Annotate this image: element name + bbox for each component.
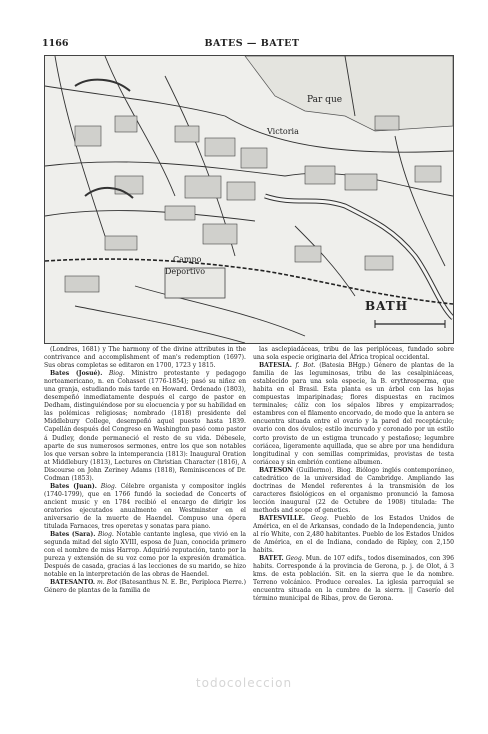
entry-paragraph: [253, 362, 454, 467]
city-map: [44, 55, 454, 344]
entry-paragraph: [253, 515, 454, 555]
entry-paragraph: [253, 555, 454, 603]
entry-label: Biog.: [108, 370, 125, 378]
entry-paragraph: [253, 467, 454, 515]
right-column: [253, 346, 454, 604]
map-label-bath: BATH: [365, 299, 409, 313]
entry-text: Ministro protestante y pedagogo norteamericano, n. en Cohasset (1776-1854); pasó su niñez en una granja, estudiando más tarde en Howard. Ordenado (1803), desempeñó inmediatamente después el cargo de pastor en Dedham, distinguiéndose por su elocuencia y por su habilidad en las polémicas religiosas; nombrado (1818) presidente del Middlebury College, desempeñó aquel puesto hasta 1839. Capellán después del Congreso en Washington pasó como pastor á Dudley, donde permaneció el resto de su vida. Débesele, aparte de sus numerosos sermones, entre los que son notables los que versan sobre la intemperancia (1813): Inaugural Oration at Middlebury (1813), Lectures on Christian Character (1816), A Discourse on John Zeriney Adams (1818), Reminiscences of Dr. Codman (1853).: [44, 370, 247, 482]
entry-headword: BATET.: [259, 555, 284, 563]
entry-text: (Batesanthus N. E. Br., Periploca Pierre.) Género de plantas de la familia de: [44, 579, 246, 595]
entry-headword: BATESIA.: [259, 362, 292, 370]
page-header: [42, 38, 462, 52]
entry-text: (Batesia BHgp.) Género de plantas de la familia de las leguminosas, tribu de las cesalpiniáceas, establecido para una sola especie, la B. erythrosperma, que habita en el Brasil. Esta planta es un árbol con las hojas compuestas imparipinadas; flores dispuestas en racimos terminales; cáliz con los sépalos libres y empizarrados; estambres con el filamento encorvado, de modo que la antera se encuentra situada entre el ovario y la pared del receptáculo; ovario con dos óvulos; estilo incurvado y coronado por un estilo corto provisto de un estigma truncado y pestañoso; legumbre coriácea, ligeramente aquillada, que se abre por una hendidura longitudinal y con semillas comprimidas, provistas de testa coriácea y sin embrión contiene albumen.: [253, 362, 454, 466]
map-label-campo: Campo: [173, 255, 202, 264]
entry-paragraph: [44, 346, 246, 370]
entry-label: Biog.: [100, 482, 117, 490]
entry-text: Pueblo de los Estados Unidos de América, en el de Arkansas, condado de la Independencia, junto al río White, con 2,480 habitantes. Pueblo de los Estados Unidos de América, en el de Indiana, condado de Ripley, con 2,150 habits.: [253, 514, 455, 555]
entry-text: Mun. de 107 edifs., todos diseminados, con 396 habits. Corresponde á la provincia de Gerona, p. j. de Olot, á 3 kms. de esta población. Sit. en la sierra que le da nombre. Terreno volcánico. Produce cereales. La iglesia parroquial se encuentra situada en la cumbre de la sierra. || Caserío del término municipal de Ribas, prov. de Gerona.: [253, 555, 455, 603]
entry-headword: BATESVILLE.: [259, 514, 306, 522]
entry-headword: BATESANTO.: [50, 579, 96, 587]
entry-label: (Guillermo).: [296, 466, 334, 474]
entry-text: Biog. Biólogo inglés contemporáneo, catedrático de la universidad de Cambridge. Ampliando las doctrinas de Mendel referentes á la transmisión de los caracteres fisiológicos en el organismo pronunció la famosa lección inaugural (22 de Octubre de 1908) titulada: The methods and scope of genetics.: [253, 466, 455, 514]
page-number: 1166: [42, 38, 69, 49]
entry-label: Geog.: [285, 555, 304, 563]
watermark: todocoleccion: [195, 676, 293, 690]
entry-label: Biog.: [97, 531, 114, 539]
entry-text: (Londres, 1681) y The harmony of the divine attributes in the contrivance and accomplishment of man's redemption (1697). Sus obras completas se editaron en 1700, 1723 y 1815.: [44, 346, 246, 370]
left-column: [44, 346, 246, 595]
entry-headword: Bates (Sara).: [50, 531, 96, 539]
map-label-parque: Par que: [307, 95, 343, 105]
entry-headword: Bates (Josué).: [50, 370, 103, 378]
entry-paragraph: [44, 483, 246, 531]
entry-text: las asclepiadáceas, tribu de las periplóceas, fundado sobre una sola especie originaria del África tropical occidental.: [253, 346, 454, 362]
entry-label: f. Bot.: [295, 362, 316, 370]
entry-headword: BATESON: [259, 466, 294, 474]
entry-paragraph: [253, 346, 454, 362]
entry-label: m. Bot: [97, 579, 118, 587]
entry-headword: Bates (Juan).: [50, 482, 97, 490]
map-label-deportivo: Deportivo: [165, 267, 206, 276]
map-label-victoria: Victoria: [267, 127, 299, 136]
entry-paragraph: [44, 579, 246, 595]
entry-paragraph: [44, 531, 246, 579]
entry-paragraph: [44, 370, 246, 483]
entry-text: Notable cantante inglesa, que vivió en la segunda mitad del siglo XVIII, esposa de Juan, conocida primero con el nombre de miss Harrop. Adquirió reputación, tanto por la pureza y extensión de su voz como por la expresión dramática. Después de casada, gracias á las lecciones de su marido, se hizo notable en la interpretación de las obras de Haendel.: [44, 531, 247, 579]
entry-label: Geog.: [310, 514, 329, 522]
running-head: BATES — BATET: [204, 38, 300, 49]
entry-text: Célebre organista y compositor inglés (1740-1799), que en 1766 fundó la sociedad de Concerts of ancient music y en 1784 recibió el encargo de dirigir los oratorios ejecutados anualmente en Westminster en el aniversario de la muerte de Haendel. Compuso una ópera titulada Farnaces, tres operetas y sonatas para piano.: [44, 482, 246, 531]
